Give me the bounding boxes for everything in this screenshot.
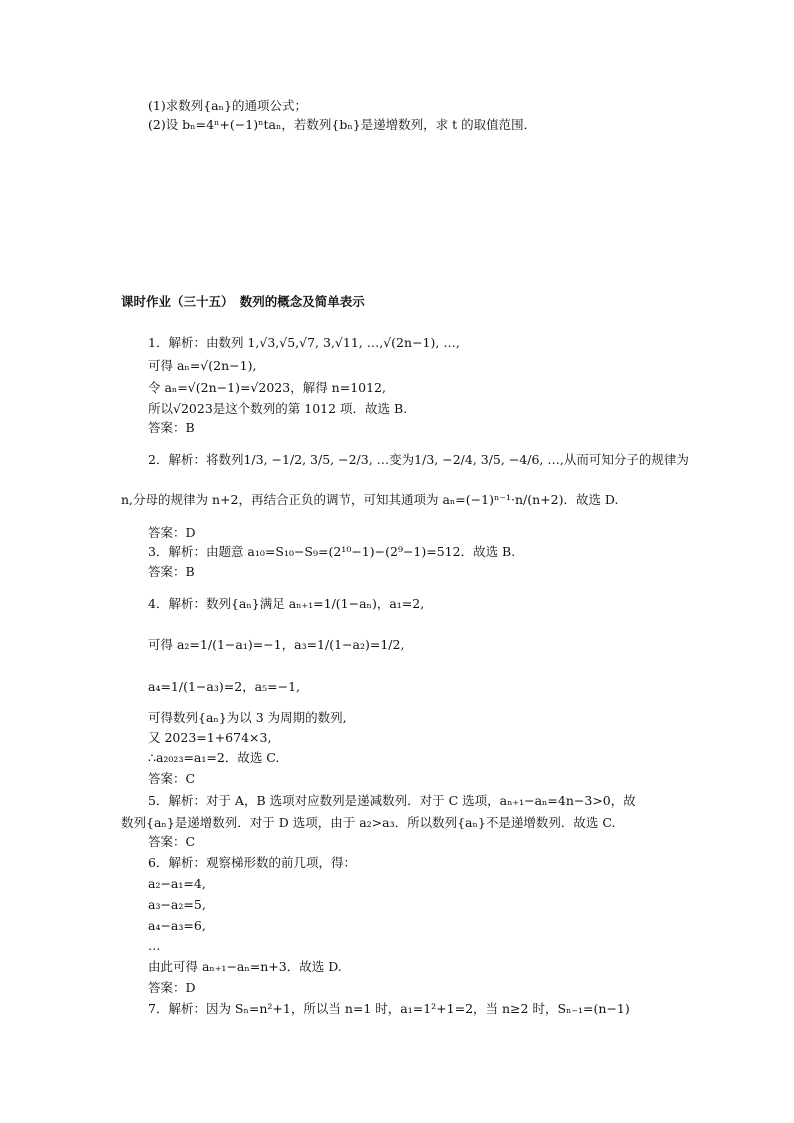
sol6-line3: a₃−a₂=5,: [148, 897, 206, 912]
sol6-line2: a₂−a₁=4,: [148, 876, 206, 891]
sol1-answer: 答案：B: [148, 420, 195, 435]
sol3-answer: 答案：B: [148, 564, 195, 579]
sol6-line4: a₄−a₃=6,: [148, 918, 206, 933]
sol2-line2: n,分母的规律为 n+2，再结合正负的调节，可知其通项为 aₙ=(−1)ⁿ⁻¹·n/(n+2)．故选 D.: [121, 492, 619, 507]
sol4-answer: 答案：C: [148, 771, 196, 786]
sol6-line6: 由此可得 aₙ₊₁−aₙ=n+3．故选 D.: [148, 959, 342, 974]
sol6-answer: 答案：D: [148, 980, 196, 995]
sol1-line4: 所以√2023是这个数列的第 1012 项．故选 B.: [148, 401, 408, 416]
sol5-answer: 答案：C: [148, 834, 196, 849]
sol4-line4: 可得数列{aₙ}为以 3 为周期的数列,: [148, 710, 347, 725]
sol4-line1: 4．解析：数列{aₙ}满足 aₙ₊₁=1/(1−aₙ)，a₁=2,: [148, 596, 425, 611]
sol4-line3: a₄=1/(1−a₃)=2，a₅=−1,: [148, 679, 301, 694]
sol5-line1: 5．解析：对于 A，B 选项对应数列是递减数列．对于 C 选项，aₙ₊₁−aₙ=4n−3>0，故: [148, 793, 636, 808]
sol6-line5: …: [148, 938, 161, 953]
sol2-answer: 答案：D: [148, 525, 196, 540]
sol4-line6: ∴a₂₀₂₃=a₁=2．故选 C.: [148, 750, 280, 765]
sol7-line1: 7．解析：因为 Sₙ=n²+1，所以当 n=1 时，a₁=1²+1=2，当 n≥2 时，Sₙ₋₁=(n−1): [148, 1001, 630, 1016]
problem-part-1: (1)求数列{aₙ}的通项公式；: [148, 98, 307, 113]
sol6-line1: 6．解析：观察梯形数的前几项，得：: [148, 855, 356, 870]
problem-part-2: (2)设 bₙ=4ⁿ+(−1)ⁿtaₙ，若数列{bₙ}是递增数列，求 t 的取值范围．: [148, 117, 537, 132]
sol4-line2: 可得 a₂=1/(1−a₁)=−1，a₃=1/(1−a₂)=1/2,: [148, 637, 405, 652]
sol4-line5: 又 2023=1+674×3,: [148, 730, 272, 745]
sol3-line1: 3．解析：由题意 a₁₀=S₁₀−S₉=(2¹⁰−1)−(2⁹−1)=512．故选 B.: [148, 544, 516, 559]
sol1-line1: 1．解析：由数列 1,√3,√5,√7, 3,√11, …,√(2n−1), …,: [148, 335, 460, 350]
sol1-line2: 可得 aₙ=√(2n−1),: [148, 358, 257, 373]
sol1-line3: 令 aₙ=√(2n−1)=√2023，解得 n=1012,: [148, 380, 386, 395]
sol5-line2: 数列{aₙ}是递增数列．对于 D 选项，由于 a₂>a₃．所以数列{aₙ}不是递增数列．故选 C.: [121, 815, 616, 830]
section-title: 课时作业（三十五） 数列的概念及简单表示: [121, 294, 365, 309]
sol2-line1: 2．解析：将数列1/3, −1/2, 3/5, −2/3, …变为1/3, −2/4, 3/5, −4/6, …,从而可知分子的规律为: [148, 452, 689, 467]
